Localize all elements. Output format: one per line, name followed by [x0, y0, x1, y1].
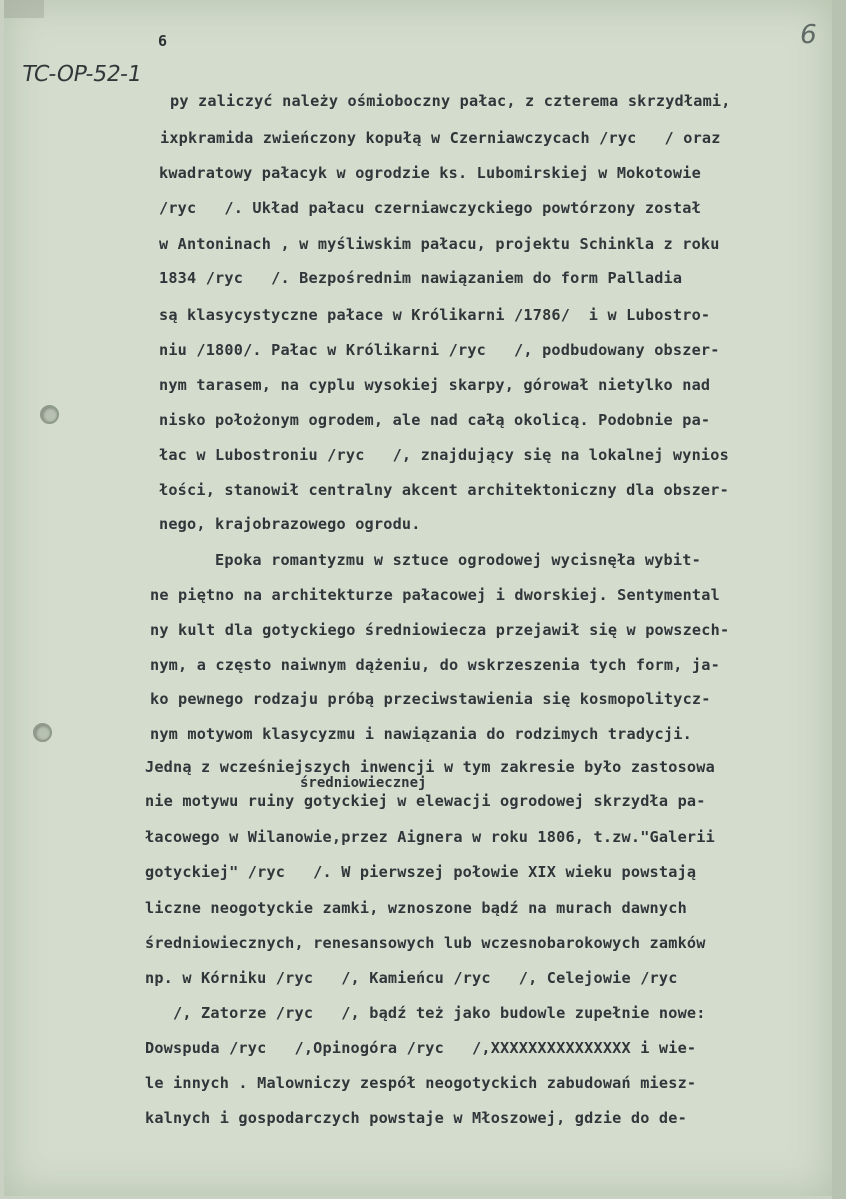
- text-line: py zaliczyć należy ośmioboczny pałac, z czterema skrzydłami,: [170, 92, 731, 110]
- text-line: 1834 /ryc /. Bezpośrednim nawiązaniem do form Palladia: [159, 269, 683, 287]
- text-line: /, Zatorze /ryc /, bądź też jako budowle zupełnie nowe:: [145, 1004, 706, 1022]
- text-line: kwadratowy pałacyk w ogrodzie ks. Lubomirskiej w Mokotowie: [159, 164, 701, 182]
- text-line: /ryc /. Układ pałacu czerniawczyckiego powtórzony został: [159, 199, 701, 217]
- text-line: niu /1800/. Pałac w Królikarni /ryc /, podbudowany obszer-: [159, 341, 720, 359]
- text-line: Dowspuda /ryc /,Opinogóra /ryc /,XXXXXXXXXXXXXXX i wie-: [145, 1039, 697, 1057]
- text-line: nisko położonym ogrodem, ale nad całą okolicą. Podobnie pa-: [159, 411, 711, 429]
- text-line: ko pewnego rodzaju próbą przeciwstawienia się kosmopolitycz-: [150, 690, 711, 708]
- text-line: średniowiecznych, renesansowych lub wczesnobarokowych zamków: [145, 934, 706, 952]
- text-line: w Antoninach , w myśliwskim pałacu, projektu Schinkla z roku: [159, 235, 720, 253]
- text-line: np. w Kórniku /ryc /, Kamieńcu /ryc /, Celejowie /ryc: [145, 969, 678, 987]
- typed-page-number: 6: [158, 32, 168, 50]
- text-line: nym, a często naiwnym dążeniu, do wskrzeszenia tych form, ja-: [150, 656, 720, 674]
- text-line: nym motywom klasycyzmu i nawiązania do rodzimych tradycji.: [150, 725, 692, 743]
- interlinear-insertion: średniowiecznej: [300, 775, 427, 791]
- text-line: gotyckiej" /ryc /. W pierwszej połowie XIX wieku powstają: [145, 863, 697, 881]
- text-line: ixpkramida zwieńczony kopułą w Czerniawczycach /ryc / oraz: [160, 129, 721, 147]
- text-line: nie motywu ruiny gotyckiej w elewacji ogrodowej skrzydła pa-: [145, 792, 706, 810]
- handwritten-reference: TC-OP-52-1: [19, 62, 144, 87]
- text-line: nym tarasem, na cyplu wysokiej skarpy, górował nietylko nad: [159, 376, 711, 394]
- text-line: nego, krajobrazowego ogrodu.: [159, 515, 421, 533]
- handwritten-page-number: 6: [797, 20, 820, 50]
- text-line: ny kult dla gotyckiego średniowiecza przejawił się w powszech-: [150, 621, 730, 639]
- text-line: łości, stanowił centralny akcent architektoniczny dla obszer-: [159, 481, 729, 499]
- text-line: łacowego w Wilanowie,przez Aignera w roku 1806, t.zw."Galerii: [145, 828, 715, 846]
- text-line: kalnych i gospodarczych powstaje w Młoszowej, gdzie do de-: [145, 1109, 687, 1127]
- text-line: liczne neogotyckie zamki, wznoszone bądź na murach dawnych: [145, 899, 687, 917]
- text-line: Jedną z wcześniejszych inwencji w tym zakresie było zastosowa: [145, 758, 715, 776]
- text-line: Epoka romantyzmu w sztuce ogrodowej wycisnęła wybit-: [159, 551, 701, 569]
- text-line: łac w Lubostroniu /ryc /, znajdujący się na lokalnej wynios: [159, 446, 729, 464]
- text-line: le innych . Malowniczy zespół neogotyckich zabudowań miesz-: [145, 1074, 697, 1092]
- text-line: są klasycystyczne pałace w Królikarni /1786/ i w Lubostro-: [159, 306, 711, 324]
- text-line: ne piętno na architekturze pałacowej i dworskiej. Sentymental: [150, 586, 720, 604]
